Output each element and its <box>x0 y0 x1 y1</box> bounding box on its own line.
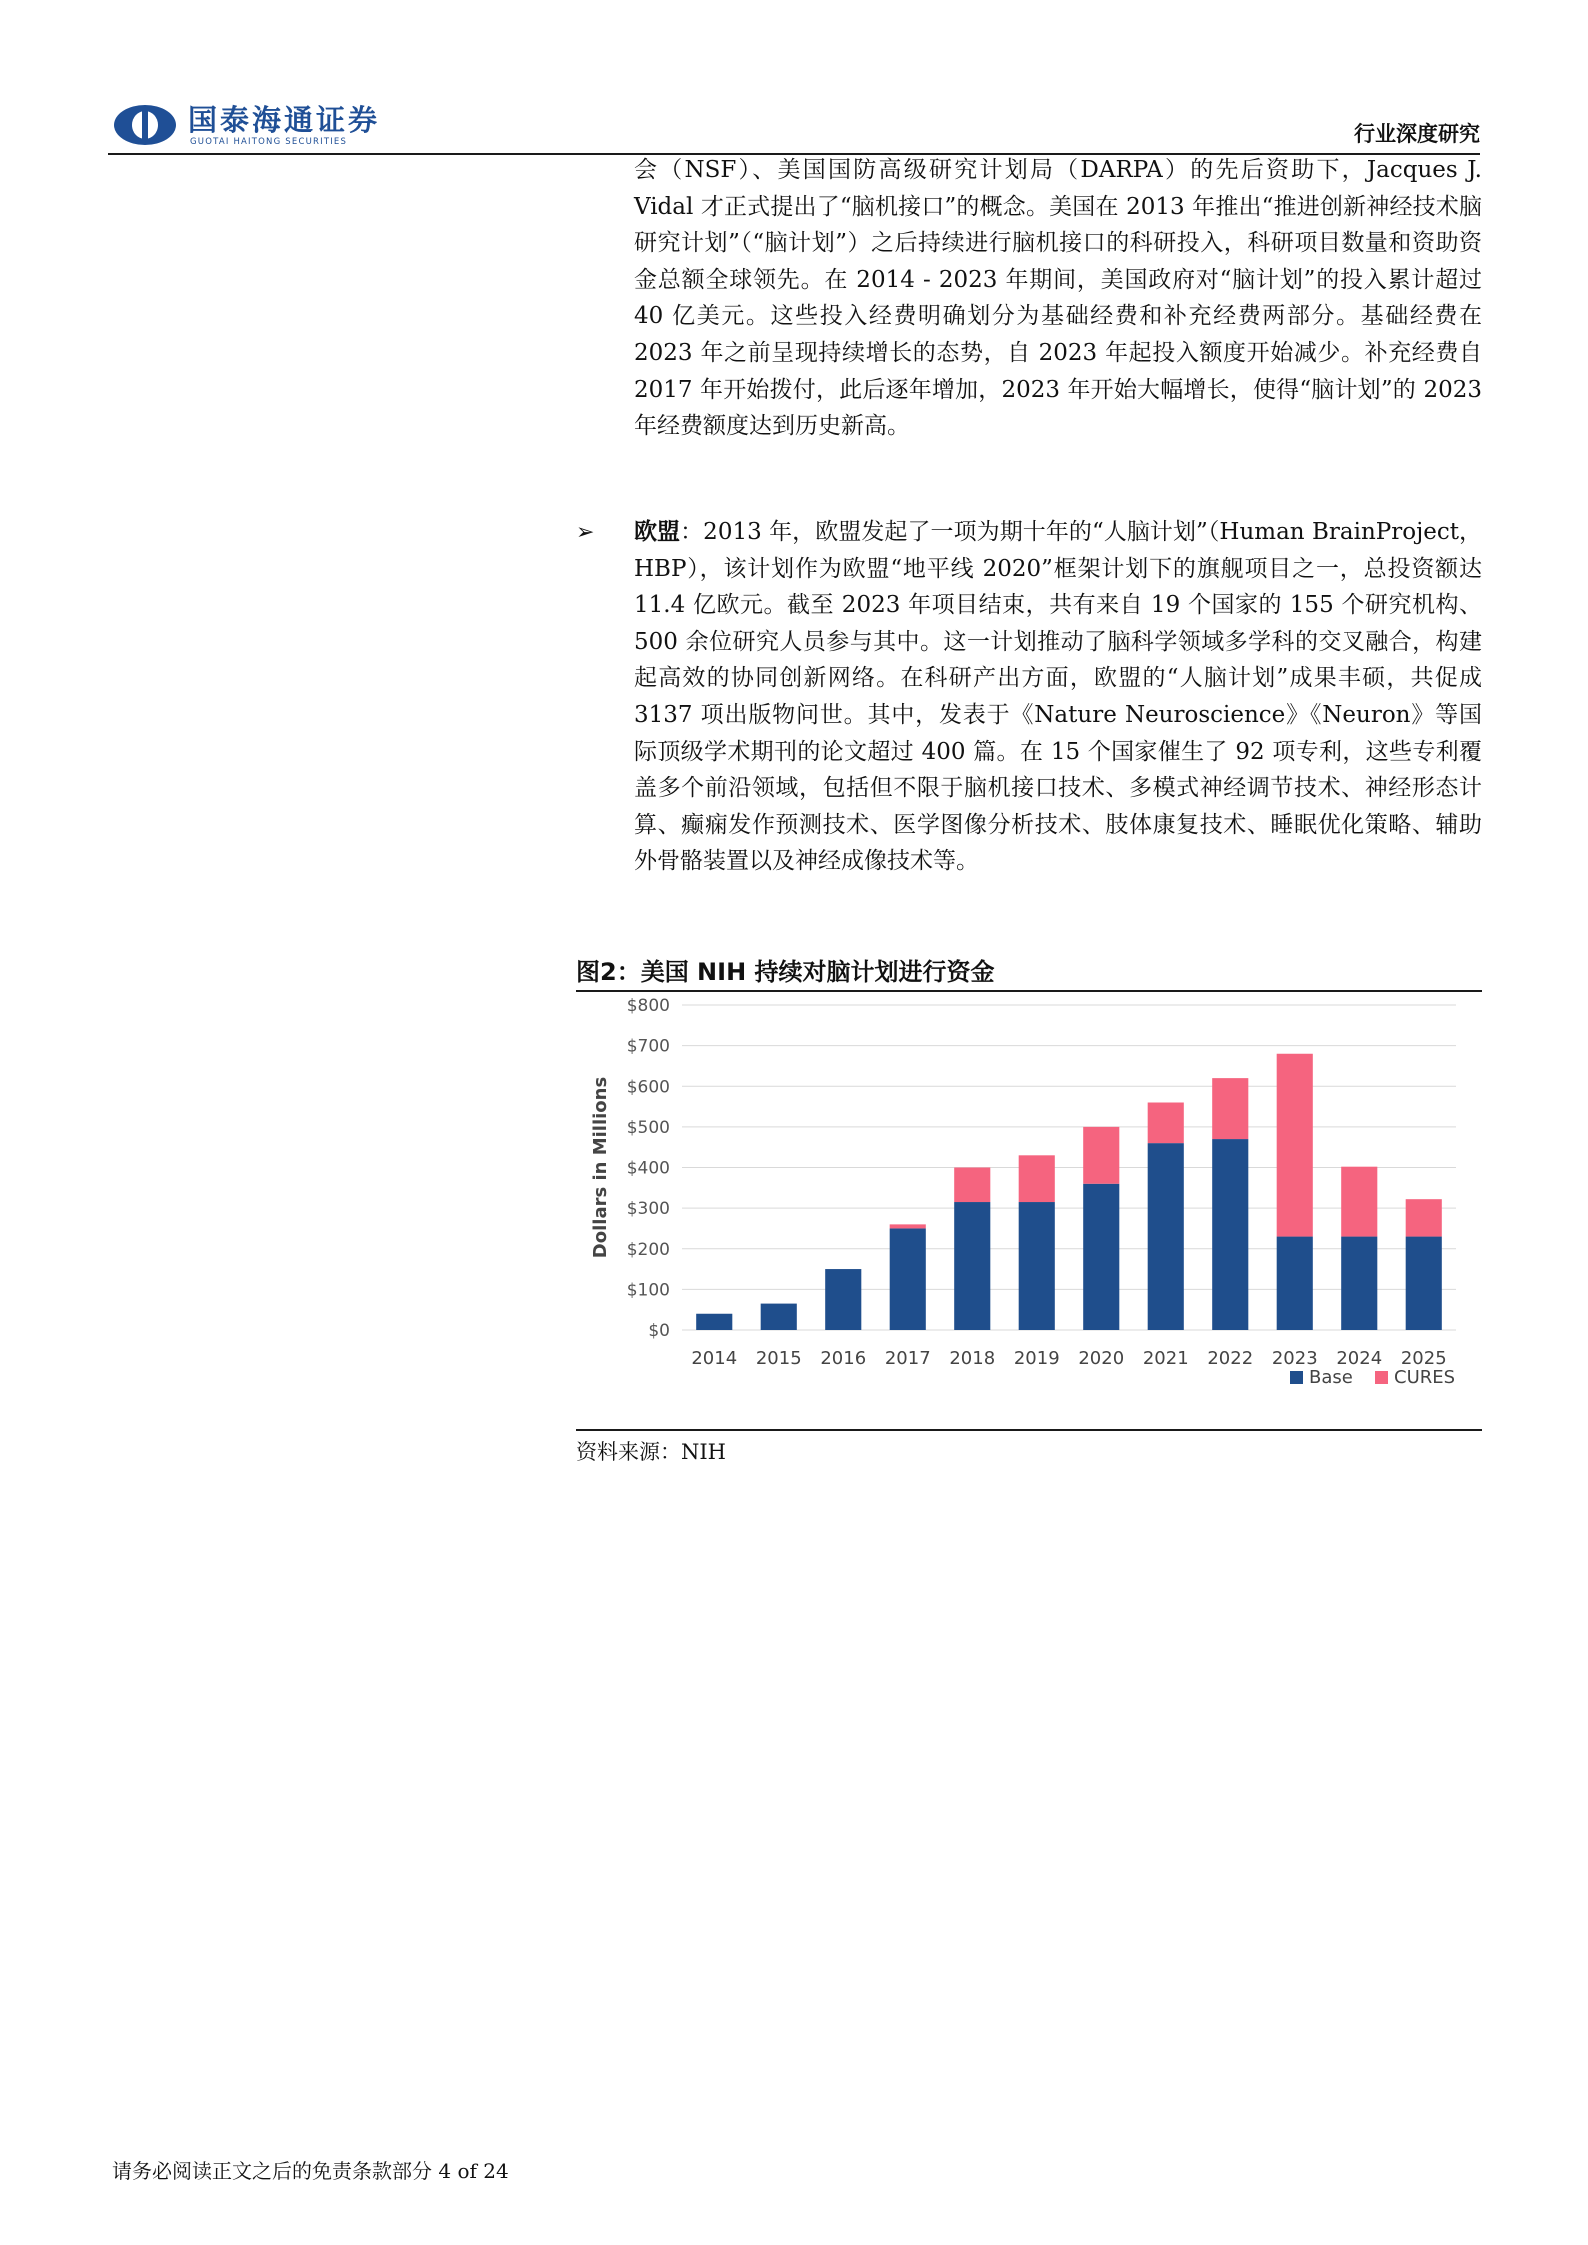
legend-label: Base <box>1309 1367 1353 1388</box>
company-logo <box>112 103 392 147</box>
bar-cures <box>1277 1054 1313 1237</box>
y-tick-label: $100 <box>626 1280 670 1301</box>
figure-top-rule <box>576 990 1482 992</box>
bar-cures <box>1019 1155 1055 1202</box>
legend-label: CURES <box>1394 1367 1456 1388</box>
bar-base <box>954 1202 990 1330</box>
paragraph-eu-hbp <box>634 514 1482 880</box>
logo-mark-icon <box>112 103 178 147</box>
x-tick-label: 2018 <box>949 1348 996 1369</box>
legend-swatch <box>1290 1371 1303 1384</box>
page-footer: 请务必阅读正文之后的免责条款部分 4 of 24 <box>112 2159 509 2183</box>
bar-base <box>1212 1139 1248 1330</box>
logo-text-en: GUOTAI HAITONG SECURITIES <box>190 137 348 147</box>
bar-cures <box>1148 1103 1184 1144</box>
x-tick-label: 2017 <box>884 1348 931 1369</box>
bar-base <box>1277 1237 1313 1330</box>
figure-title: 图2：美国 NIH 持续对脑计划进行资金 <box>576 958 995 986</box>
y-tick-label: $500 <box>626 1117 670 1138</box>
x-tick-label: 2022 <box>1207 1348 1254 1369</box>
legend-swatch <box>1375 1371 1388 1384</box>
bullet-arrow-icon: ➢ <box>576 520 595 545</box>
y-tick-label: $400 <box>626 1158 670 1179</box>
bar-base <box>825 1269 861 1330</box>
logo-text-cn: 国泰海通证券 <box>188 103 381 137</box>
bar-base <box>1083 1184 1119 1330</box>
bar-base <box>890 1228 926 1330</box>
x-tick-label: 2014 <box>691 1348 738 1369</box>
bar-cures <box>890 1224 926 1228</box>
paragraph-eu-text: ：2013 年，欧盟发起了一项为期十年的“人脑计划”（Human BrainProject，HBP），该计划作为欧盟“地平线 2020”框架计划下的旗舰项目之一，总投资额达 11.4 亿欧元。截至 2023 年项目结束，共有来自 19 个国家的 155 个研究机构、500 余位研究人员参与其中。这一计划推动了脑科学领域多学科的交叉融合，构建起高效的协同创新网络。在科研产出方面，欧盟的“人脑计划”成果丰硕，共促成 3137 项出版物问世。其中，发表于《Nature Neuroscience》《Neuron》等国际顶级学术期刊的论文超过 400 篇。在 15 个国家催生了 92 项专利，这些专利覆盖多个前沿领域，包括但不限于脑机接口技术、多模式神经调节技术、神经形态计算、癫痫发作预测技术、医学图像分析技术、肢体康复技术、睡眠优化策略、辅助外骨骼装置以及神经成像技术等。 <box>634 519 1482 875</box>
bar-cures <box>1341 1167 1377 1237</box>
x-tick-label: 2016 <box>820 1348 867 1369</box>
x-tick-label: 2020 <box>1078 1348 1125 1369</box>
figure-source: 资料来源：NIH <box>576 1440 726 1464</box>
bar-cures <box>1083 1127 1119 1184</box>
x-tick-label: 2019 <box>1013 1348 1060 1369</box>
x-tick-label: 2024 <box>1336 1348 1383 1369</box>
bar-cures <box>1406 1199 1442 1236</box>
bar-cures <box>1212 1078 1248 1139</box>
bar-base <box>696 1314 732 1330</box>
y-tick-label: $0 <box>648 1321 670 1341</box>
y-tick-label: $700 <box>626 1036 670 1057</box>
paragraph-lead-eu: 欧盟 <box>634 518 681 545</box>
report-section-label: 行业深度研究 <box>1354 122 1480 146</box>
x-tick-label: 2015 <box>755 1348 802 1369</box>
bar-base <box>1019 1202 1055 1330</box>
x-tick-label: 2023 <box>1271 1348 1318 1369</box>
x-tick-label: 2025 <box>1400 1348 1447 1369</box>
nih-funding-chart <box>576 993 1482 1427</box>
bar-base <box>1148 1143 1184 1330</box>
bar-base <box>1341 1237 1377 1330</box>
y-tick-label: $300 <box>626 1199 670 1220</box>
figure-bottom-rule <box>576 1429 1482 1431</box>
y-tick-label: $200 <box>626 1239 670 1260</box>
bar-base <box>761 1304 797 1330</box>
paragraph-us-brain-initiative: 会（NSF）、美国国防高级研究计划局（DARPA）的先后资助下，Jacques J. Vidal 才正式提出了“脑机接口”的概念。美国在 2013 年推出“推进创新神经技术脑研究计划”（“脑计划”）之后持续进行脑机接口的科研投入，科研项目数量和资助资金总额全球领先。在 2014 - 2023 年期间，美国政府对“脑计划”的投入累计超过 40 亿美元。这些投入经费明确划分为基础经费和补充经费两部分。基础经费在 2023 年之前呈现持续增长的态势，自 2023 年起投入额度开始减少。补充经费自 2017 年开始拨付，此后逐年增加，2023 年开始大幅增长，使得“脑计划”的 2023 年经费额度达到历史新高。 <box>634 157 1482 440</box>
y-axis-label: Dollars in Millions <box>590 1076 611 1259</box>
bar-base <box>1406 1237 1442 1330</box>
bar-cures <box>954 1168 990 1203</box>
x-tick-label: 2021 <box>1142 1348 1189 1369</box>
y-tick-label: $600 <box>626 1077 670 1098</box>
y-tick-label: $800 <box>626 996 670 1016</box>
